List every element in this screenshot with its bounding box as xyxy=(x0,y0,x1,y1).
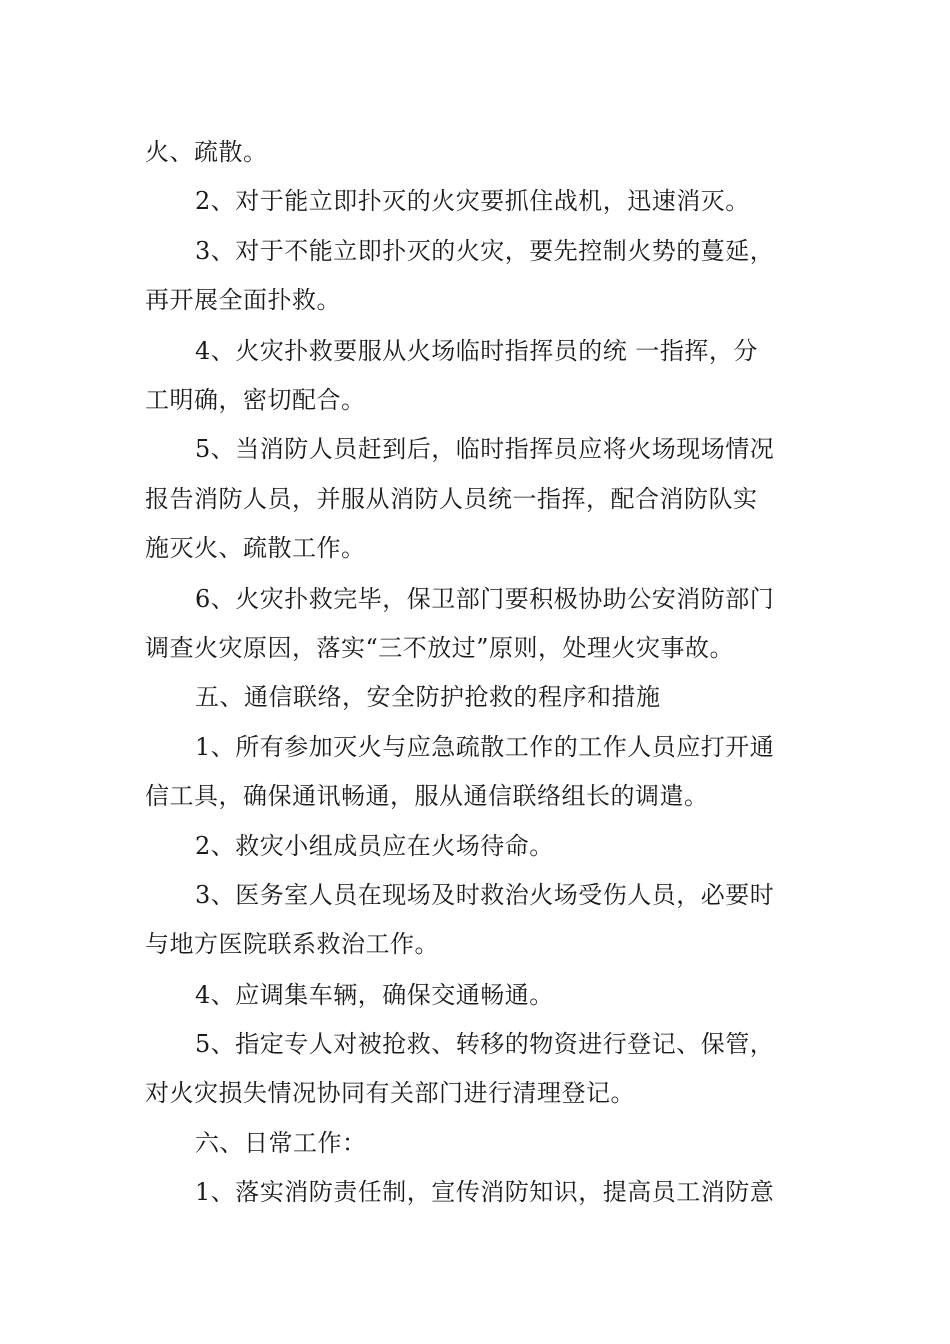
text-line: 1、所有参加灭火与应急疏散工作的工作人员应打开通 xyxy=(195,733,775,761)
text-line: 3、医务室人员在现场及时救治火场受伤人员，必要时 xyxy=(195,881,775,909)
text-line: 6、火灾扑救完毕，保卫部门要积极协助公安消防部门 xyxy=(195,585,775,613)
text-line: 火、疏散。 xyxy=(145,138,268,166)
text-line: 1、落实消防责任制，宣传消防知识，提高员工消防意 xyxy=(195,1178,775,1206)
text-line: 4、火灾扑救要服从火场临时指挥员的统 一指挥，分 xyxy=(195,337,758,365)
text-line: 4、应调集车辆，确保交通畅通。 xyxy=(195,981,554,1009)
text-line: 调查火灾原因，落实“三不放过”原则，处理火灾事故。 xyxy=(145,634,735,662)
section-heading: 六、日常工作： xyxy=(195,1129,367,1157)
text-line: 信工具，确保通讯畅通，服从通信联络组长的调遣。 xyxy=(145,782,709,810)
text-line: 施灭火、疏散工作。 xyxy=(145,534,366,562)
text-line: 与地方医院联系救治工作。 xyxy=(145,930,439,958)
text-line: 再开展全面扑救。 xyxy=(145,286,341,314)
text-line: 对火灾损失情况协同有关部门进行清理登记。 xyxy=(145,1079,635,1107)
text-line: 报告消防人员，并服从消防人员统一指挥，配合消防队实 xyxy=(145,485,758,513)
text-line: 工明确，密切配合。 xyxy=(145,386,366,414)
text-line: 5、指定专人对被抢救、转移的物资进行登记、保管， xyxy=(195,1030,775,1058)
text-line: 2、对于能立即扑灭的火灾要抓住战机，迅速消灭。 xyxy=(195,187,750,215)
text-line: 2、救灾小组成员应在火场待命。 xyxy=(195,832,554,860)
text-line: 3、对于不能立即扑灭的火灾，要先控制火势的蔓延， xyxy=(195,237,775,265)
section-heading: 五、通信联络，安全防护抢救的程序和措施 xyxy=(195,683,661,711)
text-line: 5、当消防人员赶到后，临时指挥员应将火场现场情况 xyxy=(195,435,775,463)
